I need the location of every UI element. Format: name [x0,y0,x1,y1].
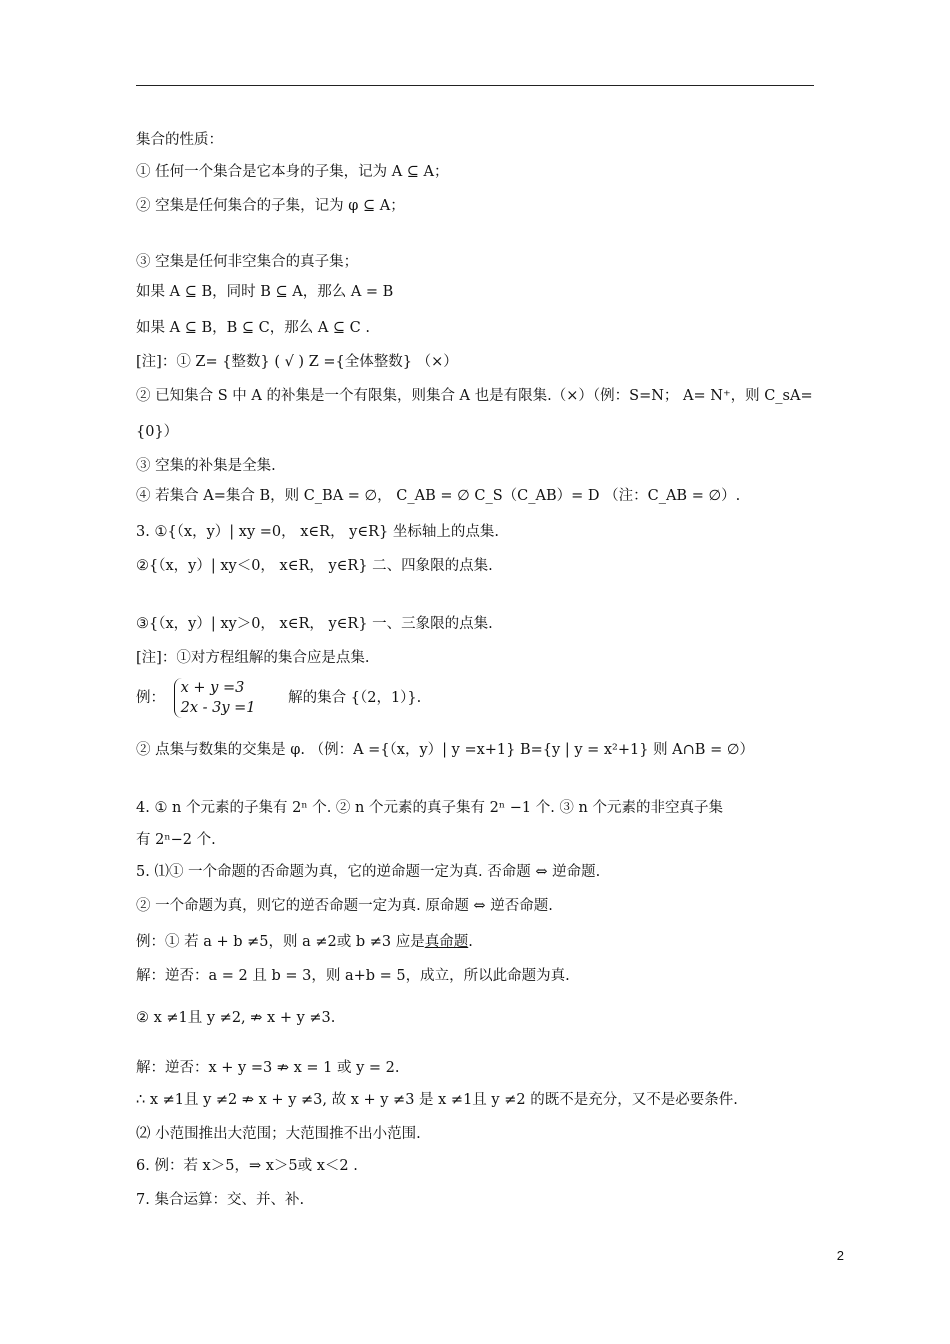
text-line: ③{（x，y）| xy＞0， x∈R， y∈R} 一、三象限的点集. [136,616,493,632]
header-rule [136,85,814,86]
equation-system [174,678,256,718]
equation-system-example [136,678,421,718]
text-line: 7. 集合运算：交、并、补. [136,1192,305,1208]
text-line: ⑵ 小范围推出大范围；大范围推不出小范围. [136,1126,421,1142]
example-label: 例： [136,690,165,706]
text-line: 5. ⑴① 一个命题的否命题为真，它的逆命题一定为真. 否命题 ⇔ 逆命题. [136,864,601,880]
text-line: ② x ≠1且 y ≠2, ⇏ x + y ≠3. [136,1010,336,1026]
text-line: 6. 例：若 x＞5，⇒ x＞5或 x＜2 . [136,1158,358,1174]
text-line: ④ 若集合 A=集合 B，则 C_BA = ∅， C_AB = ∅ C_S（C_AB）= D （注：C_AB = ∅）. [136,488,741,504]
text-line: 解：逆否：x + y =3 ⇏ x = 1 或 y = 2. [136,1060,400,1076]
text-line: {0}） [136,424,179,440]
equation-2: 2x - 3y =1 [180,700,256,716]
text-line: 如果 A ⊆ B，同时 B ⊆ A，那么 A = B [136,284,394,300]
text-line: 3. ①{（x，y）| xy =0， x∈R， y∈R} 坐标轴上的点集. [136,524,499,540]
text-line: [注]：① Z= {整数} ( √ ) Z ={全体整数} （×） [136,354,458,370]
text-line: ②{（x，y）| xy＜0， x∈R， y∈R} 二、四象限的点集. [136,558,493,574]
text-line: 有 2ⁿ−2 个. [136,832,216,848]
text-line: ∴ x ≠1且 y ≠2 ⇏ x + y ≠3, 故 x + y ≠3 是 x ≠1且 y ≠2 的既不是充分，又不是必要条件. [136,1092,738,1108]
text-line: 4. ① n 个元素的子集有 2ⁿ 个. ② n 个元素的真子集有 2ⁿ −1 个. ③ n 个元素的非空真子集 [136,800,723,816]
text-line: ② 点集与数集的交集是 φ. （例：A ={（x，y）| y =x+1} B={y | y = x²+1} 则 A∩B = ∅） [136,742,754,758]
example-solution: 解的集合 {（2，1）}. [288,690,422,706]
true-proposition-example [136,932,473,952]
example-prefix: 例：① 若 a + b ≠5，则 a ≠2或 b ≠3 应是 [136,934,425,950]
text-line: ② 空集是任何集合的子集，记为 φ ⊆ A； [136,198,405,214]
text-line: [注]：①对方程组解的集合应是点集. [136,650,370,666]
equation-1: x + y =3 [180,680,245,696]
text-line: ① 任何一个集合是它本身的子集，记为 A ⊆ A； [136,164,449,180]
page-number: 2 [836,1248,844,1263]
text-line: ③ 空集是任何非空集合的真子集； [136,254,359,270]
text-line: ③ 空集的补集是全集. [136,458,276,474]
example-suffix: . [468,934,473,950]
text-line: ② 已知集合 S 中 A 的补集是一个有限集，则集合 A 也是有限集.（×）（例：S=N； A= N⁺，则 C_sA= [136,388,813,404]
text-line: 如果 A ⊆ B，B ⊆ C，那么 A ⊆ C . [136,320,370,336]
text-line: 解：逆否：a = 2 且 b = 3，则 a+b = 5，成立，所以此命题为真. [136,968,570,984]
text-line: 集合的性质： [136,132,223,148]
underlined-answer: 真命题 [424,934,469,950]
text-line: ② 一个命题为真，则它的逆否命题一定为真. 原命题 ⇔ 逆否命题. [136,898,553,914]
